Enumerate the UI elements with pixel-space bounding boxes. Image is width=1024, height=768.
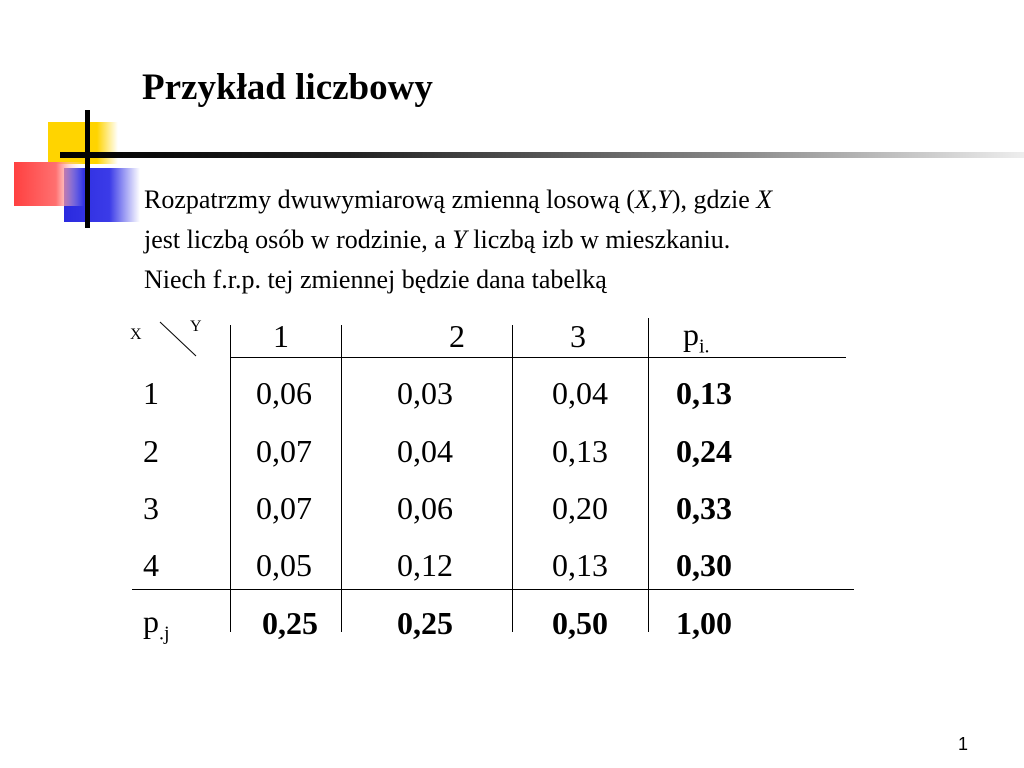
column-divider-4 — [648, 318, 649, 632]
cell-pj-c2: 0,25 — [397, 605, 453, 641]
intro-paragraph — [144, 180, 984, 300]
cell-r3-pi: 0,33 — [676, 490, 732, 526]
row-label-2: 2 — [143, 433, 159, 469]
cell-pj-c3: 0,50 — [552, 605, 608, 641]
cell-r2-c1: 0,07 — [256, 433, 312, 469]
intro-line-3: Niech f.r.p. tej zmiennej będzie dana tabelką — [144, 265, 607, 294]
cell-r4-c2: 0,12 — [397, 547, 453, 583]
cell-total: 1,00 — [676, 605, 732, 641]
header-rule — [230, 357, 846, 358]
intro-line-2: jest liczbą osób w rodzinie, a Y liczbą izb w mieszkaniu. — [144, 225, 731, 254]
cell-r4-c1: 0,05 — [256, 547, 312, 583]
col-header-1: 1 — [273, 318, 289, 354]
decorative-squares-graphic — [0, 0, 150, 240]
row-label-pj: $p_{.j}$ — [143, 603, 170, 645]
corner-diagonal — [158, 320, 208, 360]
cell-r3-c3: 0,20 — [552, 490, 608, 526]
column-divider-3 — [512, 325, 513, 632]
page-number: 1 — [957, 734, 968, 754]
cell-r2-c3: 0,13 — [552, 433, 608, 469]
col-header-3: 3 — [570, 318, 586, 354]
col-header-pi: $p_{i.}$ — [683, 316, 710, 358]
footer-rule — [132, 589, 854, 590]
row-label-1: 1 — [143, 375, 159, 411]
cell-r4-c3: 0,13 — [552, 547, 608, 583]
cell-r1-c3: 0,04 — [552, 375, 608, 411]
cell-r1-c2: 0,03 — [397, 375, 453, 411]
row-label-4: 4 — [143, 547, 159, 583]
cell-r1-c1: 0,06 — [256, 375, 312, 411]
title-underline — [60, 152, 1024, 158]
cell-r2-pi: 0,24 — [676, 433, 732, 469]
cell-r4-pi: 0,30 — [676, 547, 732, 583]
corner-label-x: X — [130, 326, 142, 343]
cell-r2-c2: 0,04 — [397, 433, 453, 469]
column-divider-1 — [230, 325, 231, 632]
cell-pj-c1: 0,25 — [262, 605, 318, 641]
cell-r3-c2: 0,06 — [397, 490, 453, 526]
slide-title: Przykład liczbowy — [142, 67, 433, 108]
intro-line-1: Rozpatrzmy dwuwymiarową zmienną losową (X,Y), gdzie X — [144, 185, 773, 214]
col-header-2: 2 — [449, 318, 465, 354]
row-label-3: 3 — [143, 490, 159, 526]
corner-label-y: Y — [190, 318, 202, 335]
cell-r1-pi: 0,13 — [676, 375, 732, 411]
cell-r3-c1: 0,07 — [256, 490, 312, 526]
column-divider-2 — [341, 325, 342, 632]
